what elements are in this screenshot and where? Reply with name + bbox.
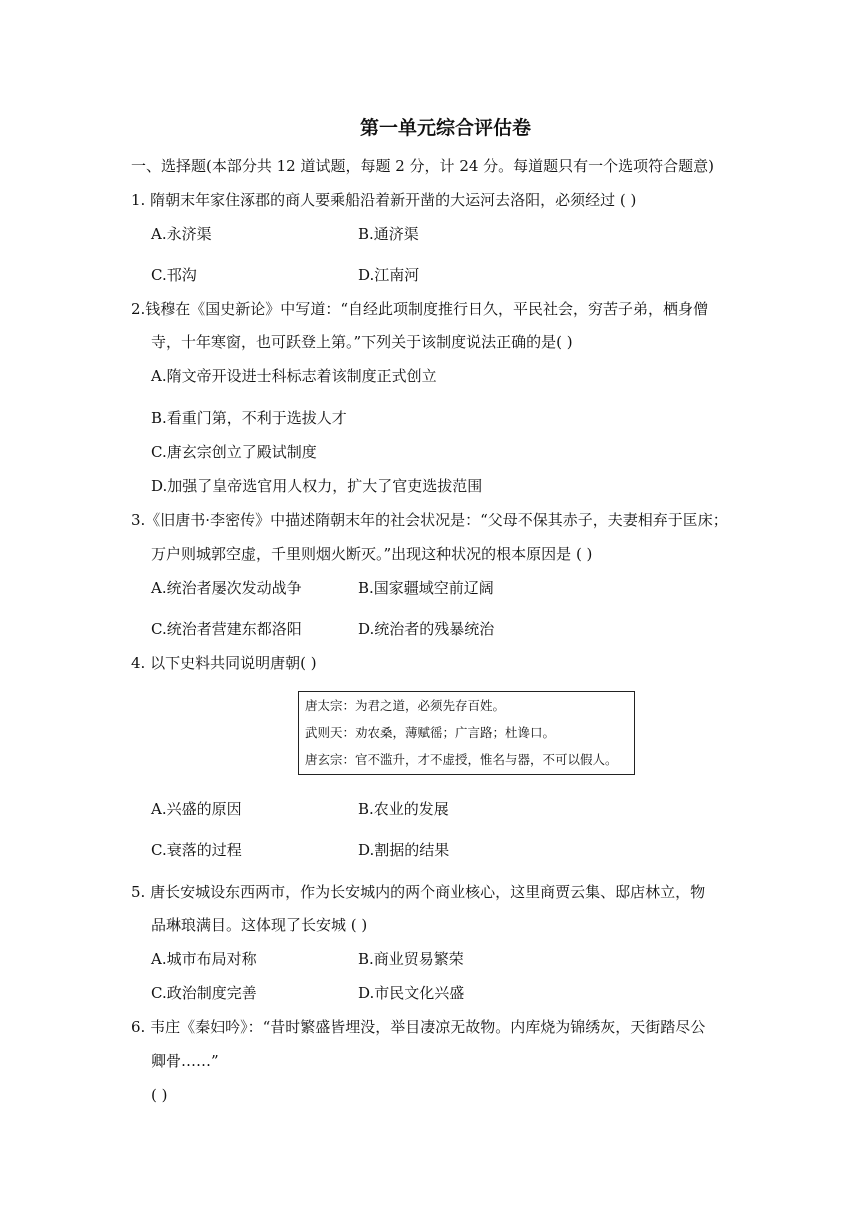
section-heading: 一、选择题(本部分共 12 道试题，每题 2 分，计 24 分。每道题只有一个选项符合题意) [131,157,715,175]
quote-xuanzong: 唐玄宗：官不滥升，才不虚授，惟名与器，不可以假人。 [305,752,618,767]
question-6-stem-cont: 卿骨……” [151,1052,219,1070]
q2-option-d: D.加强了皇帝选官用人权力，扩大了官吏选拔范围 [151,477,483,495]
q5-option-a: A.城市布局对称 [151,950,257,968]
question-5-stem: 5. 唐长安城设东西两市，作为长安城内的两个商业核心，这里商贾云集、邸店林立，物 [131,883,706,901]
q4-option-c: C.衰落的过程 [151,841,242,859]
question-6-answer-blank: ( ) [151,1086,168,1104]
q1-option-a: A.永济渠 [151,225,212,243]
question-1-stem: 1. 隋朝末年家住涿郡的商人要乘船沿着新开凿的大运河去洛阳，必须经过 ( ) [131,191,637,209]
question-3-stem-cont: 万户则城郭空虚，千里则烟火断灭。”出现这种状况的根本原因是 ( ) [151,545,593,563]
question-3-stem: 3.《旧唐书·李密传》中描述隋朝末年的社会状况是：“父母不保其赤子，夫妻相弃于匡床； [131,511,728,529]
q5-option-d: D.市民文化兴盛 [358,984,465,1002]
question-5-stem-cont: 品琳琅满目。这体现了长安城 ( ) [151,916,368,934]
question-4-stem: 4. 以下史料共同说明唐朝( ) [131,654,317,672]
q5-option-c: C.政治制度完善 [151,984,257,1002]
q2-option-c: C.唐玄宗创立了殿试制度 [151,443,317,461]
quotes-box [298,691,635,775]
q1-option-c: C.邗沟 [151,266,197,284]
page-title: 第一单元综合评估卷 [360,117,532,139]
q4-option-b: B.农业的发展 [358,800,449,818]
question-2-stem: 2.钱穆在《国史新论》中写道：“自经此项制度推行日久，平民社会，穷苦子弟，栖身僧 [131,300,708,318]
q2-option-a: A.隋文帝开设进士科标志着该制度正式创立 [151,367,437,385]
q3-option-d: D.统治者的残暴统治 [358,620,495,638]
q1-option-d: D.江南河 [358,266,420,284]
q5-option-b: B.商业贸易繁荣 [358,950,464,968]
q3-option-a: A.统治者屡次发动战争 [151,579,302,597]
quote-taizong: 唐太宗：为君之道，必须先存百姓。 [305,698,506,713]
question-2-stem-cont: 寺，十年寒窗，也可跃登上第。”下列关于该制度说法正确的是( ) [151,333,573,351]
q2-option-b: B.看重门第，不利于选拔人才 [151,409,347,427]
q4-option-d: D.割据的结果 [358,841,450,859]
q3-option-b: B.国家疆域空前辽阔 [358,579,494,597]
q4-option-a: A.兴盛的原因 [151,800,242,818]
question-6-stem: 6. 韦庄《秦妇吟》：“昔时繁盛皆埋没，举目凄凉无故物。内库烧为锦绣灰，天街踏尽公 [131,1018,706,1036]
q3-option-c: C.统治者营建东都洛阳 [151,620,302,638]
q1-option-b: B.通济渠 [358,225,419,243]
quote-wuzetian: 武则天：劝农桑，薄赋徭；广言路；杜谗口。 [305,725,556,740]
